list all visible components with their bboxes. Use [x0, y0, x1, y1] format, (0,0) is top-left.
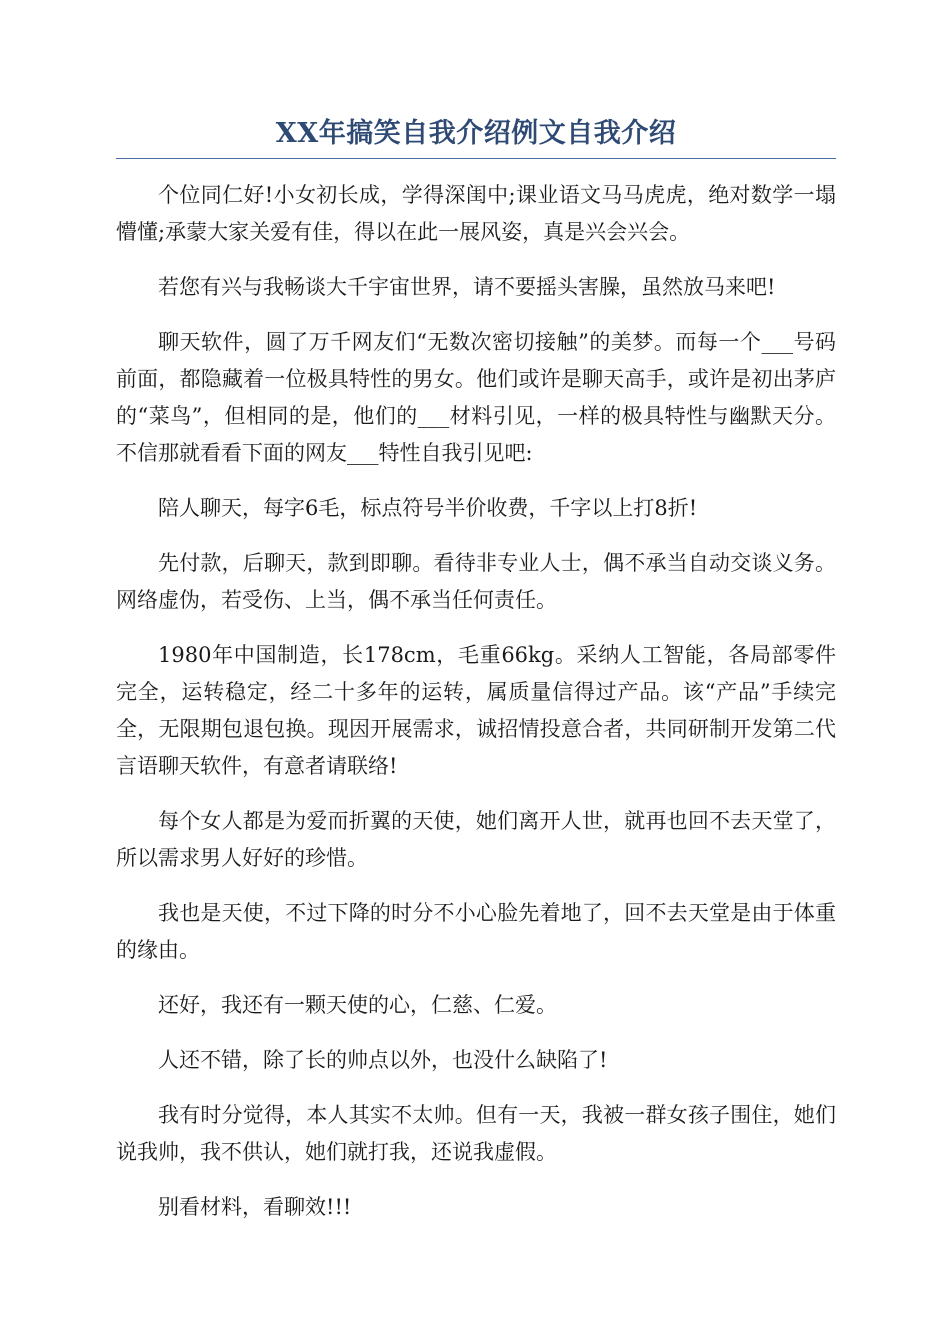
paragraph: 个位同仁好!小女初长成，学得深闺中;课业语文马马虎虎，绝对数学一塌懵懂;承蒙大家关爱有佳，得以在此一展风姿，真是兴会兴会。 [116, 183, 836, 244]
paragraph: 陪人聊天，每字6毛，标点符号半价收费，千字以上打8折! [158, 496, 698, 520]
paragraph: 若您有兴与我畅谈大千宇宙世界，请不要摇头害臊，虽然放马来吧! [158, 275, 776, 299]
paragraph: 每个女人都是为爱而折翼的天使，她们离开人世，就再也回不去天堂了，所以需求男人好好的珍惜。 [116, 809, 836, 870]
paragraph: 先付款，后聊天，款到即聊。看待非专业人士，偶不承当自动交谈义务。网络虚伪，若受伤、上当，偶不承当任何责任。 [116, 551, 836, 612]
paragraph: 聊天软件，圆了万千网友们“无数次密切接触”的美梦。而每一个___号码前面，都隐藏着一位极具特性的男女。他们或许是聊天高手，或许是初出茅庐的“菜鸟”，但相同的是，他们的___材料引见，一样的极具特性与幽默天分。不信那就看看下面的网友___特性自我引见吧: [116, 330, 836, 465]
paragraph: 还好，我还有一颗天使的心，仁慈、仁爱。 [158, 993, 557, 1017]
paragraph: 别看材料，看聊效!!! [158, 1195, 352, 1219]
title-underline [116, 158, 836, 159]
document-title: XX年搞笑自我介绍例文自我介绍 [275, 118, 677, 149]
document-page [116, 112, 836, 1244]
paragraph: 我也是天使，不过下降的时分不小心脸先着地了，回不去天堂是由于体重的缘由。 [116, 901, 836, 962]
paragraph: 我有时分觉得，本人其实不太帅。但有一天，我被一群女孩子围住，她们说我帅，我不供认，她们就打我，还说我虚假。 [116, 1103, 836, 1164]
paragraph: 1980年中国制造，长178cm，毛重66kg。采纳人工智能，各局部零件完全，运转稳定，经二十多年的运转，属质量信得过产品。该“产品”手续完全，无限期包退包换。现因开展需求，诚招情投意合者，共同研制开发第二代言语聊天软件，有意者请联络! [116, 643, 836, 778]
paragraph: 人还不错，除了长的帅点以外，也没什么缺陷了! [158, 1048, 608, 1072]
